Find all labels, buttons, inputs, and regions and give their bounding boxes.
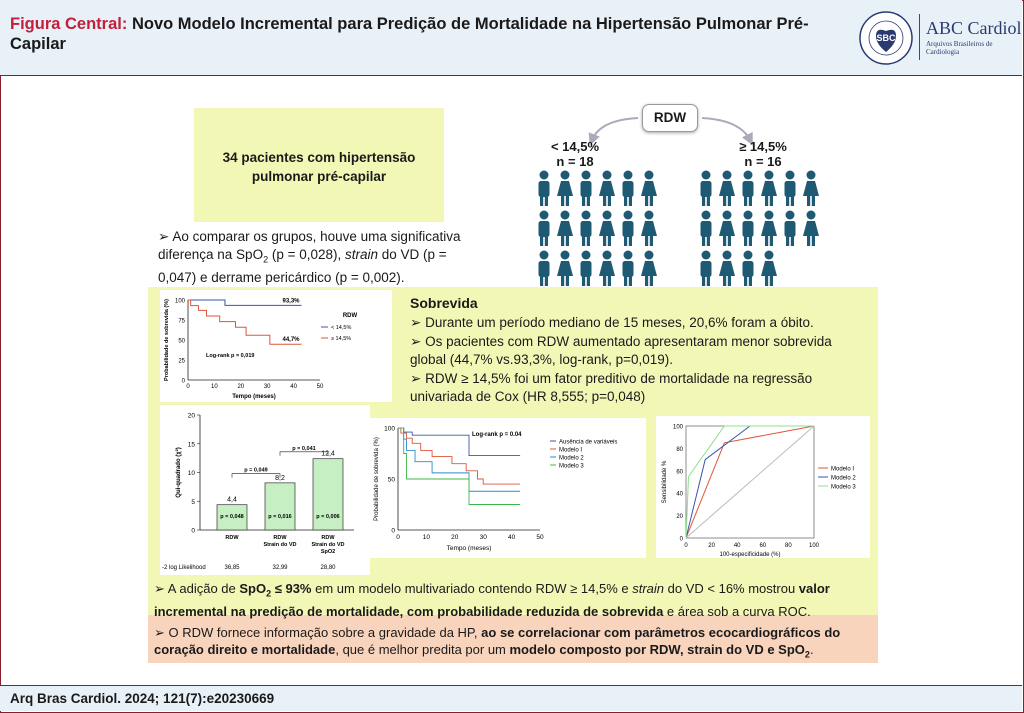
bar-inner-label: p = 0,048	[220, 514, 244, 520]
significance-bracket	[232, 474, 280, 478]
category-label: Strain do VD	[311, 542, 345, 548]
bar	[265, 483, 295, 530]
conclusion-part-2: , que é melhor predita por um	[335, 642, 510, 657]
addition-part-3: do VD < 16% mostrou	[664, 581, 799, 596]
legend-entry: Modelo I	[559, 447, 583, 454]
x-tick-label: 100	[808, 543, 820, 549]
person-icon	[641, 251, 657, 287]
conclusion-bold-2: modelo composto por RDW, strain do VD e SpO	[509, 642, 805, 657]
x-tick-label: 50	[316, 384, 324, 390]
comparison-part-c: do VD (p = 0,047) e derrame pericárdico (p = 0,002).	[158, 247, 447, 285]
x-tick-label: 40	[733, 543, 741, 549]
x-tick-label: 20	[708, 543, 715, 549]
bullet-icon: ➢	[154, 625, 165, 640]
y-tick-label: 75	[178, 318, 185, 325]
roc-series-line	[686, 426, 814, 538]
log-rank-annotation: Log-rank p = 0,019	[206, 353, 255, 359]
person-icon	[581, 251, 592, 287]
person-icon	[701, 251, 712, 287]
y-axis-label: Probabilidade de sobrevida (%)	[374, 437, 380, 521]
person-icon	[803, 171, 819, 207]
person-icon	[599, 251, 615, 287]
category-label: RDW	[273, 535, 287, 541]
person-icon	[743, 211, 754, 247]
person-icon	[719, 171, 735, 207]
likelihood-value: 36,85	[224, 565, 240, 571]
addition-part-2: em um modelo multivariado contendo RDW ≥ 14,5% e	[311, 581, 633, 596]
y-tick-label: 100	[174, 298, 185, 305]
survival-item-3	[410, 370, 855, 407]
person-icon	[701, 211, 712, 247]
rdw-high-label: ≥ 14,5%	[739, 139, 787, 154]
person-icon	[623, 251, 634, 287]
bullet-icon: ➢	[410, 370, 422, 386]
rdw-high-n: n = 16	[744, 154, 782, 169]
x-tick-label: 30	[479, 534, 487, 541]
page-title	[10, 14, 830, 54]
category-label: SpO2	[320, 549, 336, 555]
x-tick-label: 20	[451, 534, 459, 541]
legend-entry: Modelo 3	[559, 463, 584, 470]
bar-value-label: 8,2	[275, 474, 285, 482]
y-tick-label: 0	[191, 527, 195, 535]
patients-line-1: 34 pacientes com hipertensão	[222, 150, 416, 165]
x-tick-label: 40	[507, 534, 516, 541]
addition-part-4: e área sob a curva ROC.	[663, 603, 811, 619]
citation: Arq Bras Cardiol. 2024; 121(7):e20230669	[10, 691, 275, 706]
bullet-icon: ➢	[158, 229, 170, 244]
y-tick-label: 60	[676, 469, 683, 476]
patients-box	[194, 108, 444, 222]
y-tick-label: 40	[676, 491, 683, 498]
bullet-icon: ➢	[154, 581, 165, 596]
roc-chart	[656, 416, 870, 558]
x-tick-label: 10	[422, 534, 431, 541]
journal-logo-subtitle: Arquivos Brasileiros de Cardiologia	[926, 40, 993, 56]
person-icon	[557, 251, 573, 287]
addition-bold-1b: ≤ 93%	[271, 581, 312, 596]
likelihood-value: 32,99	[272, 565, 288, 571]
series-end-label: 93,3%	[282, 298, 300, 305]
person-icon	[719, 251, 735, 287]
rdw-low-label: < 14,5%	[550, 139, 600, 154]
x-tick-label: 40	[290, 384, 297, 390]
y-tick-label: 50	[387, 476, 395, 484]
person-icon	[623, 171, 634, 207]
x-axis-label: 100-especificidade (%)	[719, 552, 781, 558]
category-label: RDW	[225, 535, 239, 541]
comparison-sub: 2	[263, 254, 269, 265]
rdw-high-group-label	[728, 139, 798, 169]
bar-value-label: 12,4	[321, 450, 335, 458]
footer	[0, 685, 1022, 711]
person-icon	[539, 211, 550, 247]
series-end-label: 44,7%	[282, 337, 300, 344]
y-tick-label: 50	[178, 338, 185, 345]
person-icon	[539, 251, 550, 287]
comparison-part-b: (p = 0,028),	[268, 247, 346, 262]
log-rank-annotation: Log-rank p = 0.04	[472, 432, 522, 438]
y-tick-label: 0	[679, 536, 683, 543]
patients-line-2: pulmonar pré-capilar	[251, 169, 387, 184]
person-icon	[557, 211, 573, 247]
person-icon	[785, 211, 796, 247]
category-label: RDW	[321, 535, 335, 541]
legend-entry: < 14,5%	[331, 325, 352, 331]
survival-title: Sobrevida	[410, 295, 478, 311]
comparison-italic: strain	[345, 247, 379, 262]
person-icon	[641, 211, 657, 247]
addition-bold-2: valor incremental na predição de mortalidade, com probabilidade reduzida de sobrevida	[154, 581, 830, 619]
title-prefix: Figura Central:	[10, 15, 128, 33]
patients-text	[194, 148, 444, 186]
y-axis-label: Qui-quadrado (χ²)	[176, 447, 182, 498]
chi-square-bar-chart	[160, 405, 370, 575]
person-icon	[539, 171, 550, 207]
legend-entry: Modelo 2	[831, 475, 856, 482]
y-tick-label: 100	[384, 425, 395, 433]
title-text: Novo Modelo Incremental para Predição de Mortalidade na Hipertensão Pulmonar Pré-Capilar	[10, 15, 809, 53]
y-axis-label: Probabilidade de sobrevida (%)	[164, 299, 170, 381]
person-icon	[803, 211, 819, 247]
rdw-high-people	[696, 170, 826, 288]
y-tick-label: 10	[187, 470, 195, 477]
addition-part-1: A adição de	[164, 581, 240, 596]
x-tick-label: 30	[263, 384, 271, 390]
bar-inner-label: p = 0,006	[316, 514, 340, 520]
y-tick-label: 20	[187, 412, 195, 420]
km-models-chart	[368, 418, 646, 558]
x-axis-label: Tempo (meses)	[446, 545, 492, 552]
legend-entry: Ausência de variáveis	[559, 439, 618, 446]
x-tick-label: 10	[211, 384, 218, 390]
conclusion-text	[148, 624, 878, 664]
bracket-label: p = 0,049	[244, 467, 268, 474]
y-tick-label: 100	[672, 424, 683, 431]
addition-bold-1: SpO	[239, 581, 267, 596]
x-tick-label: 60	[759, 543, 767, 549]
person-icon	[599, 171, 615, 207]
rdw-root-box: RDW	[642, 104, 698, 132]
comparison-text	[158, 228, 478, 287]
bullet-icon: ➢	[410, 333, 422, 349]
likelihood-value: 28,80	[320, 565, 336, 571]
y-tick-label: 80	[676, 446, 683, 453]
addition-italic: strain	[632, 581, 665, 596]
x-tick-label: 80	[785, 543, 792, 549]
y-tick-label: 15	[187, 441, 195, 449]
x-tick-label: 20	[237, 384, 245, 390]
x-axis-label: Tempo (meses)	[232, 394, 276, 400]
person-icon	[719, 211, 735, 247]
survival-item-1-text: Durante um período mediano de 15 meses, 20,6% foram a óbito.	[425, 315, 814, 330]
category-label: Strain do VD	[263, 542, 297, 548]
seal-text: SBC	[876, 33, 896, 43]
header	[0, 0, 1022, 76]
likelihood-label: -2 log Likelihood	[162, 565, 206, 571]
rdw-low-people	[534, 170, 664, 288]
km-series-line	[398, 428, 520, 505]
person-icon	[641, 171, 657, 207]
survival-item-2-text: Os pacientes com RDW aumentado apresentaram menor sobrevida global (44,7% vs.93,3%, log-rank, p=0,019).	[410, 333, 832, 367]
conclusion-sub: 2	[804, 649, 810, 660]
bar-value-label: 4,4	[227, 496, 237, 504]
person-icon	[581, 211, 592, 247]
km-rdw-chart	[160, 290, 392, 402]
person-icon	[581, 171, 592, 207]
person-icon	[599, 211, 615, 247]
person-icon	[701, 171, 712, 207]
x-tick-label: 50	[536, 534, 544, 541]
person-icon	[761, 251, 777, 287]
survival-item-3-text: RDW ≥ 14,5% foi um fator preditivo de mortalidade na regressão univariada de Cox (HR 8,555; p=0,048)	[410, 370, 813, 404]
rdw-low-n: n = 18	[556, 154, 594, 169]
x-tick-label: 0	[684, 543, 688, 549]
bar-inner-label: p = 0,016	[268, 514, 292, 520]
journal-logo-name: ABC Cardiol	[926, 18, 1022, 38]
y-tick-label: 20	[676, 514, 683, 521]
addition-text	[148, 580, 878, 620]
legend-entry: Modelo 2	[559, 455, 584, 462]
addition-sub: 2	[266, 588, 272, 599]
legend-entry: ≥ 14,5%	[331, 336, 352, 342]
person-icon	[743, 251, 754, 287]
conclusion-bold-1: ao se correlacionar com parâmetros ecocardiográficos do coração direito e mortalidade	[154, 625, 841, 657]
rdw-low-group-label	[540, 139, 610, 169]
person-icon	[785, 171, 796, 207]
person-icon	[761, 211, 777, 247]
person-icon	[761, 171, 777, 207]
bullet-icon: ➢	[410, 315, 422, 330]
y-tick-label: 5	[191, 498, 195, 506]
logo-divider	[919, 14, 920, 60]
survival-item-2	[410, 333, 855, 370]
y-axis-label: Sensibilidade %	[662, 460, 668, 504]
comparison-part-a: Ao comparar os grupos, houve uma significativa diferença na SpO	[158, 229, 461, 262]
y-tick-label: 0	[391, 527, 395, 535]
person-icon	[623, 211, 634, 247]
person-icon	[557, 171, 573, 207]
bracket-label: p = 0,041	[292, 445, 316, 452]
y-tick-label: 0	[181, 378, 185, 385]
sbc-seal-logo	[858, 10, 914, 66]
survival-item-1	[410, 314, 855, 333]
legend-title: RDW	[342, 313, 358, 319]
survival-list	[410, 314, 855, 407]
y-tick-label: 25	[178, 358, 185, 365]
legend-entry: Modelo I	[831, 466, 855, 473]
conclusion-part-1: O RDW fornece informação sobre a gravidade da HP,	[164, 625, 482, 640]
person-icon	[743, 171, 754, 207]
x-tick-label: 0	[396, 534, 400, 541]
x-tick-label: 0	[186, 384, 190, 390]
conclusion-part-3: .	[809, 642, 814, 657]
legend-entry: Modelo 3	[831, 484, 856, 491]
